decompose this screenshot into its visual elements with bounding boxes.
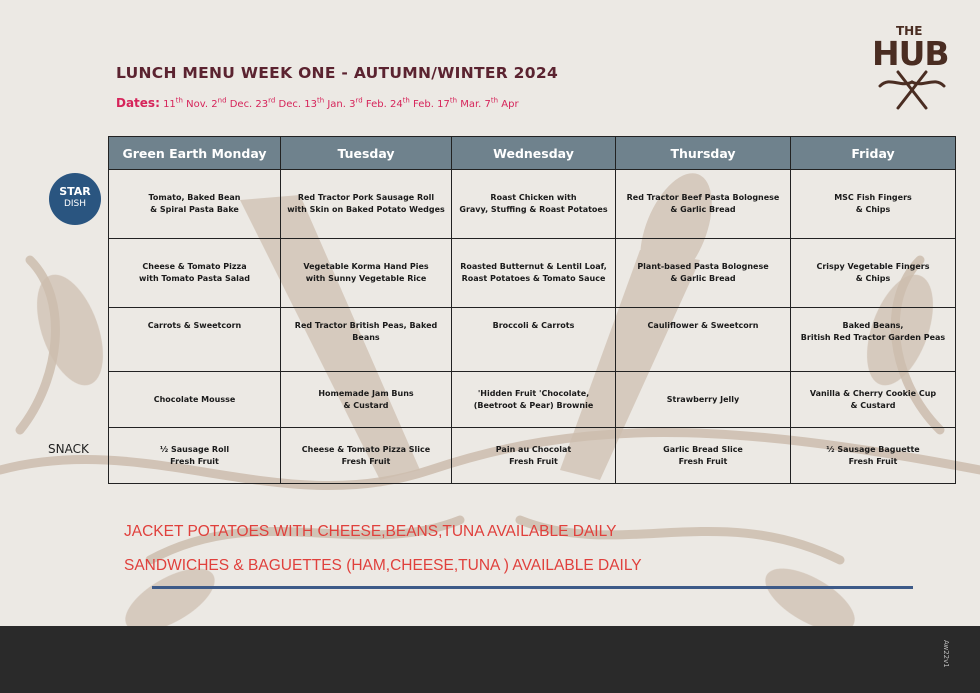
- cutlery-icon: [870, 68, 954, 112]
- column-header-monday: Green Earth Monday: [109, 137, 281, 170]
- logo-the-text: THE: [896, 24, 923, 38]
- menu-cell: Tomato, Baked Bean & Spiral Pasta Bake: [109, 170, 281, 239]
- the-hub-logo: [870, 24, 954, 112]
- divider: [152, 586, 913, 589]
- menu-cell: Vegetable Korma Hand Pies with Sunny Vegetable Rice: [281, 239, 452, 308]
- menu-cell: Red Tractor British Peas, Baked Beans: [281, 308, 452, 372]
- menu-cell: Broccoli & Carrots: [452, 308, 616, 372]
- dates-line: [116, 96, 519, 110]
- date-item: 24th Feb.: [389, 96, 438, 110]
- menu-cell: Cheese & Tomato Pizza with Tomato Pasta Salad: [109, 239, 281, 308]
- date-item: 2nd Dec.: [211, 96, 256, 110]
- date-item: 3rd Feb.: [349, 96, 390, 110]
- date-item: 23rd Dec.: [255, 96, 305, 110]
- menu-title: LUNCH MENU WEEK ONE - AUTUMN/WINTER 2024: [116, 64, 559, 82]
- star-dish-badge: [49, 173, 101, 225]
- table-row: [109, 428, 956, 484]
- table-row: [109, 239, 956, 308]
- menu-cell: Chocolate Mousse: [109, 372, 281, 428]
- menu-cell: Carrots & Sweetcorn: [109, 308, 281, 372]
- column-header-wednesday: Wednesday: [452, 137, 616, 170]
- available-daily-jacket-potatoes: JACKET POTATOES WITH CHEESE,BEANS,TUNA AVAILABLE DAILY: [124, 523, 617, 540]
- menu-cell: MSC Fish Fingers & Chips: [791, 170, 956, 239]
- logo-hub-text: HUB: [872, 34, 949, 73]
- menu-cell: Plant-based Pasta Bolognese & Garlic Bread: [616, 239, 791, 308]
- date-item: 7th Apr: [484, 96, 519, 110]
- date-item: 17th Mar.: [437, 96, 485, 110]
- menu-cell: Roast Chicken with Gravy, Stuffing & Roast Potatoes: [452, 170, 616, 239]
- menu-cell: Red Tractor Beef Pasta Bolognese & Garlic Bread: [616, 170, 791, 239]
- menu-cell: Garlic Bread Slice Fresh Fruit: [616, 428, 791, 484]
- column-header-thursday: Thursday: [616, 137, 791, 170]
- menu-cell: Vanilla & Cherry Cookie Cup & Custard: [791, 372, 956, 428]
- table-header-row: [109, 137, 956, 170]
- dates-list: [163, 96, 519, 110]
- footer-code: Aw22v1: [942, 640, 950, 668]
- menu-cell: Crispy Vegetable Fingers & Chips: [791, 239, 956, 308]
- menu-cell: Red Tractor Pork Sausage Roll with Skin on Baked Potato Wedges: [281, 170, 452, 239]
- table-row: [109, 308, 956, 372]
- table-row: [109, 170, 956, 239]
- footer-bar: [0, 626, 980, 693]
- lunch-menu-table: [108, 136, 956, 484]
- menu-cell: 'Hidden Fruit 'Chocolate, (Beetroot & Pear) Brownie: [452, 372, 616, 428]
- menu-cell: Baked Beans, British Red Tractor Garden Peas: [791, 308, 956, 372]
- menu-cell: ½ Sausage Baguette Fresh Fruit: [791, 428, 956, 484]
- column-header-tuesday: Tuesday: [281, 137, 452, 170]
- table-row: [109, 372, 956, 428]
- menu-cell: Homemade Jam Buns & Custard: [281, 372, 452, 428]
- date-item: 13th Jan.: [304, 96, 350, 110]
- dates-label: Dates:: [116, 96, 160, 110]
- menu-cell: ½ Sausage Roll Fresh Fruit: [109, 428, 281, 484]
- menu-cell: Roasted Butternut & Lentil Loaf, Roast Potatoes & Tomato Sauce: [452, 239, 616, 308]
- available-daily-sandwiches: SANDWICHES & BAGUETTES (HAM,CHEESE,TUNA ) AVAILABLE DAILY: [124, 557, 642, 574]
- star-dish-line2: DISH: [63, 199, 87, 209]
- star-dish-line1: STAR: [59, 185, 91, 198]
- menu-cell: Cheese & Tomato Pizza Slice Fresh Fruit: [281, 428, 452, 484]
- menu-cell: Strawberry Jelly: [616, 372, 791, 428]
- snack-label: SNACK: [48, 442, 89, 456]
- date-item: 11th Nov.: [163, 96, 212, 110]
- column-header-friday: Friday: [791, 137, 956, 170]
- menu-cell: Pain au Chocolat Fresh Fruit: [452, 428, 616, 484]
- menu-cell: Cauliflower & Sweetcorn: [616, 308, 791, 372]
